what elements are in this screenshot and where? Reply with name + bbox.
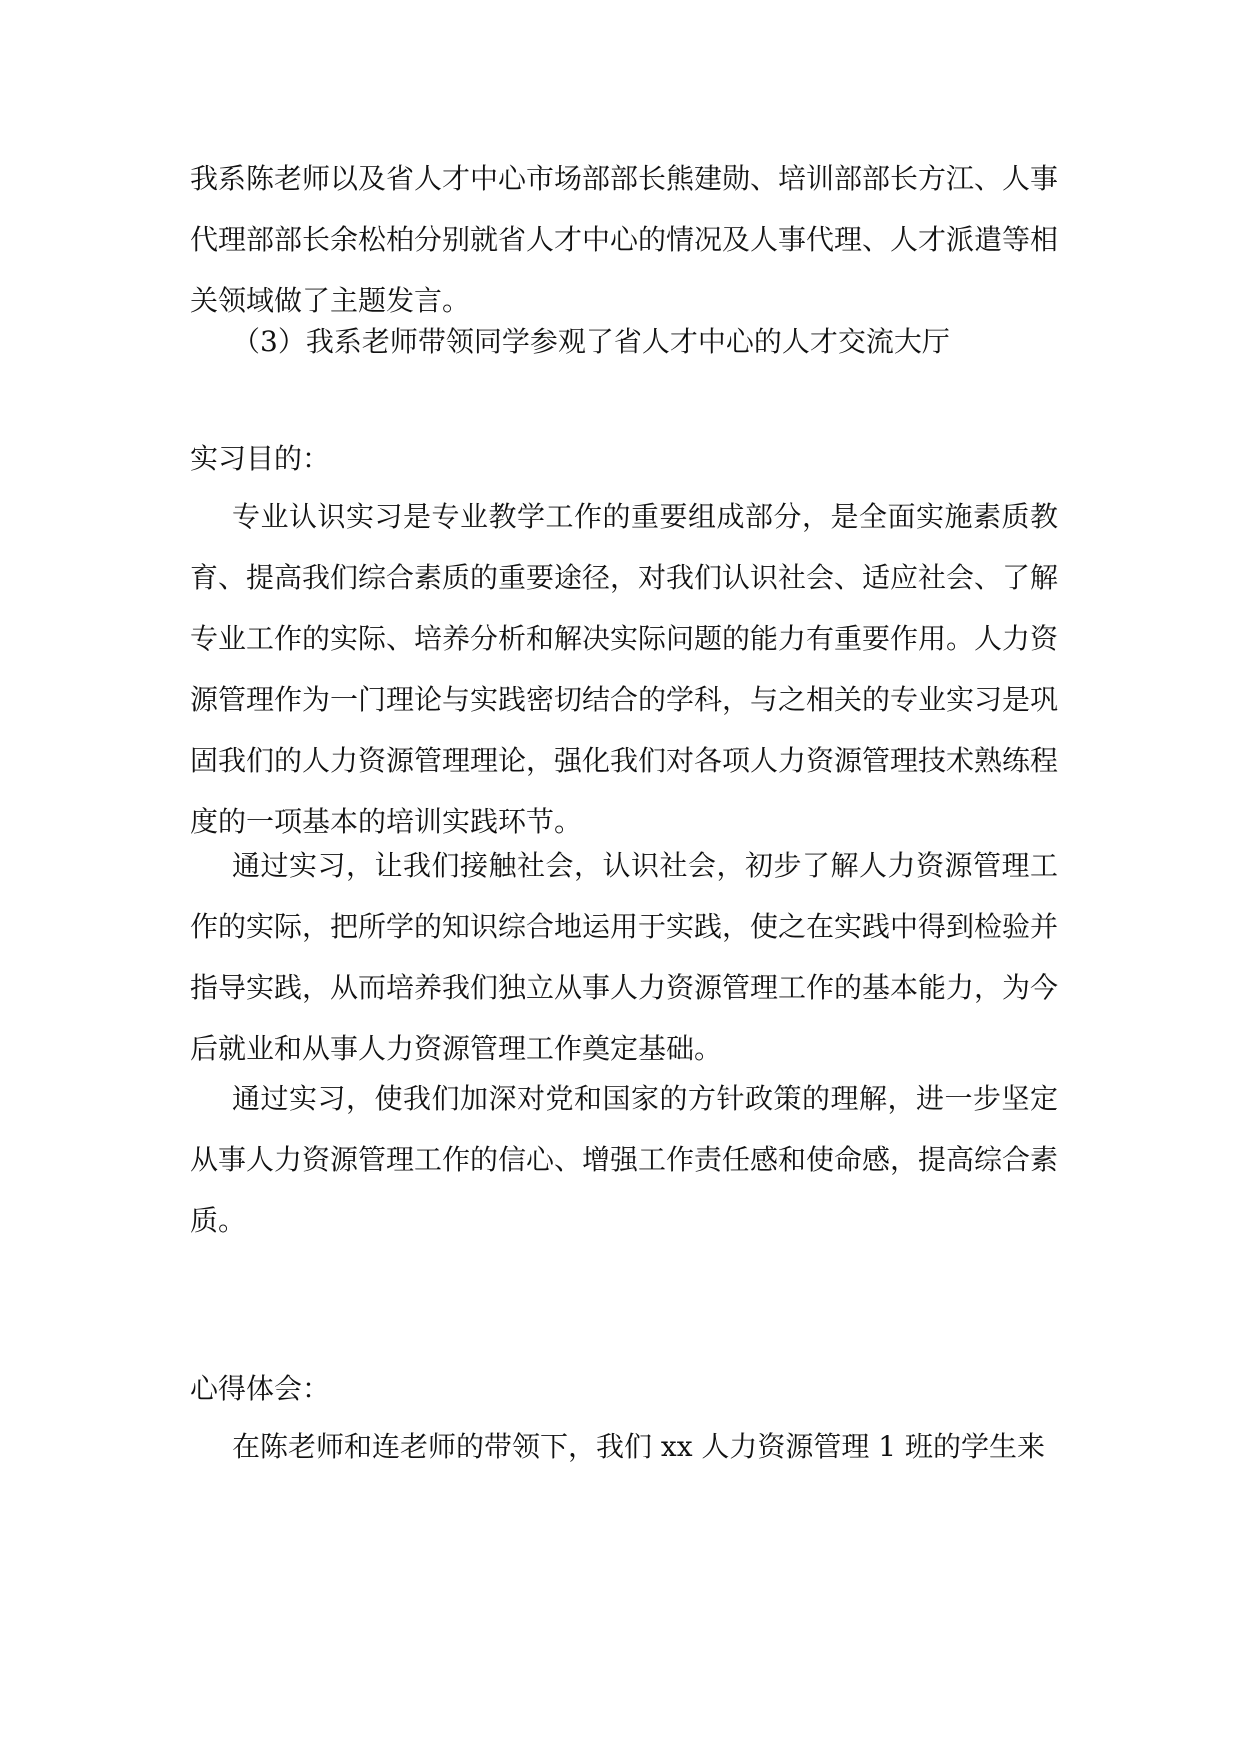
purpose-heading-block [190,428,1058,489]
experience-heading-block [190,1358,1058,1419]
purpose-paragraph-2: 通过实习，让我们接触社会，认识社会，初步了解人力资源管理工作的实际，把所学的知识综合地运用于实践，使之在实践中得到检验并指导实践，从而培养我们独立从事人力资源管理工作的基本能力，为今后就业和从事人力资源管理工作奠定基础。 [190,849,1059,1065]
purpose-paragraph-3-block [190,1068,1058,1251]
intro-continued-paragraph: 我系陈老师以及省人才中心市场部部长熊建勋、培训部部长方江、人事代理部部长余松柏分别就省人才中心的情况及人事代理、人才派遣等相关领域做了主题发言。 [190,162,1059,317]
purpose-paragraph-2-block [190,835,1058,1079]
item-3-block [190,311,1058,372]
purpose-paragraph-3: 通过实习，使我们加深对党和国家的方针政策的理解，进一步坚定从事人力资源管理工作的信心、增强工作责任感和使命感，提高综合素质。 [190,1082,1059,1237]
section-heading-purpose: 实习目的： [190,442,331,475]
experience-paragraph-1-block [190,1416,1058,1477]
purpose-paragraph-1-block [190,486,1058,852]
list-item-3: （3）我系老师带领同学参观了省人才中心的人才交流大厅 [232,325,950,358]
section-heading-experience: 心得体会： [190,1372,331,1405]
purpose-paragraph-1: 专业认识实习是专业教学工作的重要组成部分，是全面实施素质教育、提高我们综合素质的重要途径，对我们认识社会、适应社会、了解专业工作的实际、培养分析和解决实际问题的能力有重要作用。人力资源管理作为一门理论与实践密切结合的学科，与之相关的专业实习是巩固我们的人力资源管理理论，强化我们对各项人力资源管理技术熟练程度的一项基本的培训实践环节。 [190,500,1059,838]
experience-paragraph-1: 在陈老师和连老师的带领下，我们 xx 人力资源管理 1 班的学生来 [232,1430,1046,1463]
intro-continued-block [190,148,1058,331]
